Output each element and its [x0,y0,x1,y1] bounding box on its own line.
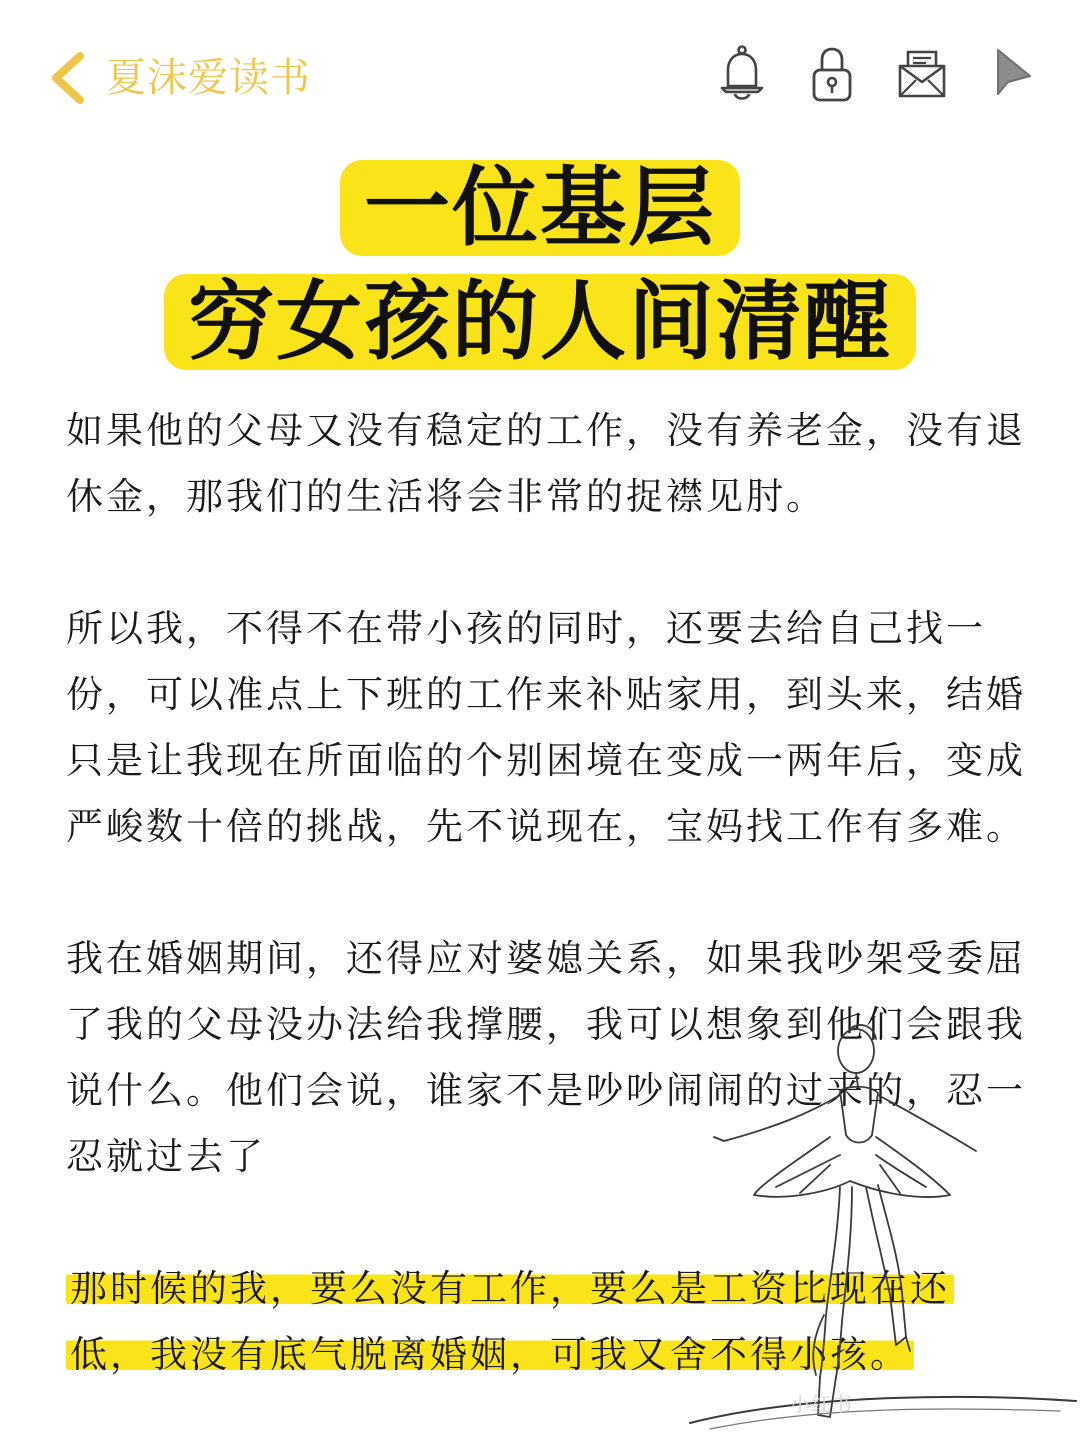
top-bar [0,0,1080,150]
paragraph-2: 所以我，不得不在带小孩的同时，还要去给自己找一份，可以准点上下班的工作来补贴家用，到头来，结婚只是让我现在所面临的个别困境在变成一两年后，变成严峻数十倍的挑战，先不说现在，宝妈找工作有多难。 [66,607,1026,848]
chevron-left-icon [46,50,90,106]
bell-button[interactable] [714,42,770,106]
account-name[interactable]: 夏沫爱读书 [106,55,311,101]
mail-icon [896,46,948,102]
article-title [0,160,1080,370]
watermark: 小红书 [790,1392,853,1416]
lock-button[interactable] [804,42,860,106]
mail-button[interactable] [894,42,950,106]
header-icon-group [714,42,1040,106]
paragraph-1: 如果他的父母又没有稳定的工作，没有养老金，没有退休金，那我们的生活将会非常的捉襟见肘。 [66,409,1026,518]
paragraph-3: 我在婚姻期间，还得应对婆媳关系，如果我吵架受委屈了我的父母没办法给我撑腰，我可以想象到他们会跟我说什么。他们会说，谁家不是吵吵闹闹的过来的，忍一忍就过去了 [66,937,1026,1178]
title-line-2: 穷女孩的人间清醒 [164,274,916,370]
bell-icon [718,44,766,104]
cursor-button[interactable] [984,42,1040,106]
article-body [66,398,1026,1388]
highlighted-text: 那时候的我，要么没有工作，要么是工资比现在还低，我没有底气脱离婚姻，可我又舍不得小孩。 [66,1267,954,1376]
title-line-1: 一位基层 [340,160,740,256]
back-button[interactable] [46,50,90,106]
lock-icon [810,44,854,104]
paragraph-4 [66,1256,1026,1388]
cursor-icon [990,46,1034,102]
